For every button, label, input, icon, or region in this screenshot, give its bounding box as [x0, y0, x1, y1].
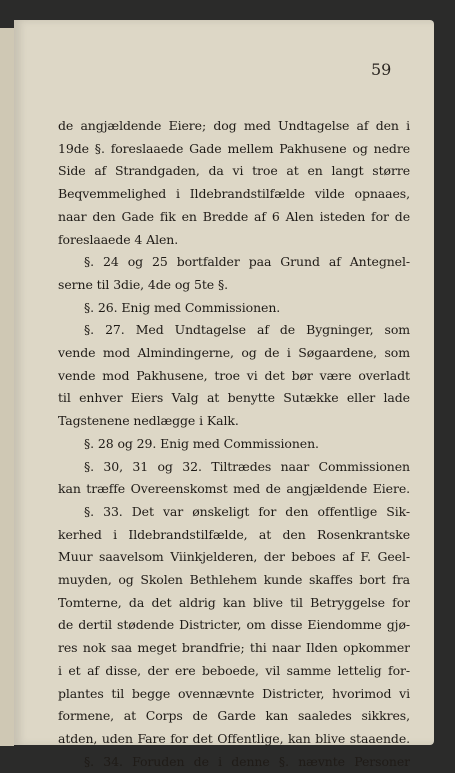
text-line: vende mod Pakhusene, troe vi det bør være overladt — [58, 367, 410, 383]
page-number: 59 — [371, 60, 392, 79]
text-line: plantes til begge ovennævnte Districter, hvorimod vi — [58, 685, 410, 701]
text-line: Side af Strandgaden, da vi troe at en langt større — [58, 163, 410, 179]
text-line: naar den Gade fik en Bredde af 6 Alen isteden for de — [58, 208, 410, 224]
text-line: §. 24 og 25 bortfalder paa Grund af Antegnel- — [84, 254, 410, 270]
text-line: foreslaaede 4 Alen. — [58, 231, 179, 247]
text-line: muyden, og Skolen Bethlehem kunde skaffes bort fra — [58, 572, 410, 588]
text-line: kerhed i Ildebrandstilfælde, at den Rosenkrantske — [58, 526, 410, 542]
text-line: §. 27. Med Undtagelse af de Bygninger, som — [84, 322, 410, 338]
facing-page-edge — [0, 28, 14, 746]
text-line: de dertil stødende Districter, om disse Eiendomme gjø- — [58, 617, 410, 633]
text-line: serne til 3die, 4de og 5te §. — [58, 276, 228, 292]
text-line: til enhver Eiers Valg at benytte Sutække eller lade — [58, 390, 410, 406]
text-line: kan træffe Overeenskomst med de angjældende Eiere. — [58, 481, 410, 497]
text-line: §. 30, 31 og 32. Tiltrædes naar Commissionen — [84, 458, 410, 474]
text-line: §. 33. Det var ønskeligt for den offentlige Sik- — [84, 503, 410, 519]
text-line: vende mod Almindingerne, og de i Søgaardene, som — [58, 345, 410, 361]
text-line: §. 34. Foruden de i denne §. nævnte Personer — [84, 753, 410, 769]
text-line: 19de §. foreslaaede Gade mellem Pakhusene og nedre — [58, 140, 410, 156]
text-line: res nok saa meget brandfrie; thi naar Ilden opkommer — [58, 640, 410, 656]
text-line: formene, at Corps de Garde kan saaledes sikkres, — [58, 708, 410, 724]
text-line: Tagstenene nedlægge i Kalk. — [58, 413, 239, 429]
page-text — [58, 115, 410, 773]
book-page — [14, 20, 434, 769]
text-line: de angjældende Eiere; dog med Undtagelse af den i — [58, 118, 410, 133]
text-line: Muur saavelsom Viinkjelderen, der beboes af F. Geel- — [58, 549, 410, 565]
text-line: i et af disse, der ere beboede, vil samme lettelig for- — [58, 662, 410, 678]
text-line: atden, uden Fare for det Offentlige, kan blive staaende. — [58, 730, 410, 746]
text-line: §. 26. Enig med Commissionen. — [84, 299, 281, 315]
text-line: Tomterne, da det aldrig kan blive til Betryggelse for — [58, 594, 410, 610]
text-line: Beqvemmelighed i Ildebrandstilfælde vilde opnaaes, — [58, 186, 410, 202]
text-line: §. 28 og 29. Enig med Commissionen. — [84, 435, 319, 451]
